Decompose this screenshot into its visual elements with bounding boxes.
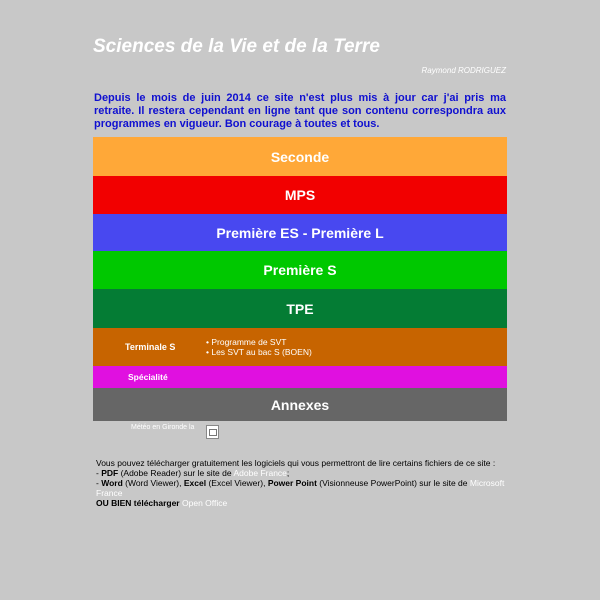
- terminale-links: [206, 337, 312, 357]
- meteo-image-icon[interactable]: [206, 425, 219, 439]
- menu-mps[interactable]: [93, 176, 507, 214]
- broken-image-icon: [209, 429, 217, 436]
- ou-bien-label: OU BIEN télécharger: [96, 498, 180, 508]
- menu-premiere-es-l[interactable]: [93, 214, 507, 251]
- link-svt-bac-s[interactable]: • Les SVT au bac S (BOEN): [206, 347, 312, 357]
- pdf-text: (Adobe Reader) sur le site de: [118, 468, 234, 478]
- author-name: Raymond RODRIGUEZ: [421, 66, 506, 75]
- menu-seconde-label: Seconde: [270, 148, 330, 165]
- pdf-label: PDF: [101, 468, 119, 478]
- menu-premiere-es-l-label: Première ES - Première L: [216, 224, 384, 241]
- menu-tpe[interactable]: [93, 289, 507, 328]
- menu-annexes[interactable]: [93, 388, 507, 421]
- page-title: Sciences de la Vie et de la Terre: [93, 36, 380, 57]
- menu-premiere-s-label: Première S: [263, 262, 337, 278]
- word-label: Word: [101, 478, 123, 488]
- menu-tpe-label: TPE: [286, 300, 314, 317]
- retirement-notice: Depuis le mois de juin 2014 ce site n'est plus mis à jour car j'ai pris ma retraite. Il restera cependant en ligne tant que son contenu correspondra aux programmes en vigueur. Bon courage à toutes et tous.: [94, 92, 506, 130]
- menu-mps-label: MPS: [284, 187, 316, 203]
- menu-terminale-s: [93, 328, 507, 366]
- software-intro: Vous pouvez télécharger gratuitement les logiciels qui vous permettront de lire certains fichiers de ce site :: [96, 458, 496, 468]
- menu-seconde[interactable]: [93, 137, 507, 176]
- menu-specialite-label: Spécialité: [128, 372, 168, 382]
- excel-label: Excel: [183, 478, 207, 488]
- office-line: - Word (Word Viewer), Excel (Excel Viewer), Power Point (Visionneuse PowerPoint) sur le site de Microsoft France: [96, 478, 505, 498]
- link-programme-svt[interactable]: • Programme de SVT: [206, 337, 287, 347]
- word-text: (Word Viewer),: [122, 478, 184, 488]
- menu-terminale-s-label[interactable]: Terminale S: [125, 342, 176, 352]
- microsoft-france-link[interactable]: Microsoft France: [96, 478, 505, 498]
- software-info: [96, 458, 506, 508]
- ppt-label: Power Point: [267, 478, 317, 488]
- pdf-line: - PDF (Adobe Reader) sur le site de Adobe France;: [96, 468, 290, 478]
- menu-specialite[interactable]: [93, 366, 507, 388]
- menu-annexes-label: Annexes: [270, 396, 330, 413]
- meteo-label: Météo en Gironde la: [131, 424, 195, 431]
- excel-text: (Excel Viewer),: [206, 478, 268, 488]
- ppt-text: (Visionneuse PowerPoint) sur le site de: [316, 478, 470, 488]
- menu-premiere-s[interactable]: [93, 251, 507, 289]
- adobe-france-link[interactable]: Adobe France: [233, 468, 287, 478]
- openoffice-line: [96, 498, 506, 508]
- open-office-link[interactable]: Open Office: [182, 498, 228, 508]
